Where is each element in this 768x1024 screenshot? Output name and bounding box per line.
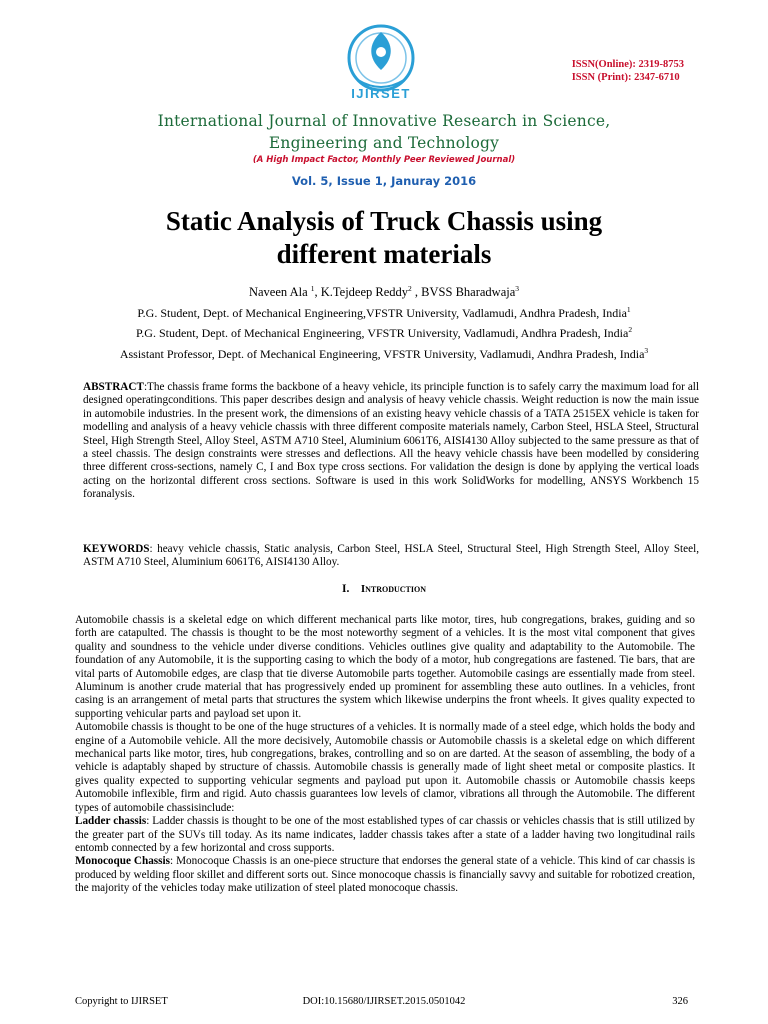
affiliation-sup: 1 (626, 305, 631, 314)
affiliation (0, 326, 768, 341)
volume-issue: Vol. 5, Issue 1, Januray 2016 (291, 174, 477, 188)
section-title: Introduction (360, 583, 427, 595)
keywords-text: : heavy vehicle chassis, Static analysis, Carbon Steel, HSLA Steel, Structural Steel, High Strength Steel, Alloy Steel, ASTM A710 Steel, Aluminium 6061T6, AISI4130 Alloy. (83, 543, 699, 569)
journal-subtitle: (A High Impact Factor, Monthly Peer Reviewed Journal) (252, 155, 516, 165)
journal-title-line1: International Journal of Innovative Research in Science, (157, 112, 611, 130)
section-number: I. (341, 583, 350, 595)
ladder-chassis-label: Ladder chassis (75, 815, 147, 828)
footer-page-number: 326 (672, 996, 688, 1007)
paper-title-line2: different materials (276, 239, 492, 269)
paper-title (60, 205, 708, 271)
ladder-chassis-paragraph (75, 815, 695, 855)
affiliation-text: Assistant Professor, Dept. of Mechanical Engineering, VFSTR University, Vadlamudi, Andhra Pradesh, India (119, 347, 645, 361)
intro-paragraph: Automobile chassis is a skeletal edge on which different mechanical parts like motor, tires, hub congregations, brakes, guiding and so forth are catapulted. The chassis is thought to be the most noteworthy segment of a vehicles. It is the most vital component that gives quality and soundness to the vehicle under diverse conditions. Vehicles outlines give quality and adaptability to the Automobile. The foundation of any Automobile, it is the supporting casing to which the body of a motor, hub congregations are fastened. Tie bars, that are vital parts of Automobile edges, are clasp that tie diverse Automobile parts together. Automobile casings are essentially made from steel. Aluminum is another crude material that has progressively ended up prominent for assembling these auto outlines. In a vehicles, front casing is an arrangement of metal parts that structures the system which likewise underpins the front wheels. It gives quality expected to supporting vehicular parts and payload set upon it. (75, 614, 695, 720)
section-heading (0, 583, 768, 595)
affiliation-text: P.G. Student, Dept. of Mechanical Engineering,VFSTR University, Vadlamudi, Andhra Pradesh, India (137, 306, 627, 320)
issn-online: ISSN(Online): 2319-8753 (571, 59, 684, 70)
issn-block (572, 58, 684, 84)
journal-logo (338, 18, 424, 110)
journal-title-line2: Engineering and Technology (268, 134, 500, 152)
abstract-text: :The chassis frame forms the backbone of a heavy vehicle, its principle function is to safely carry the maximum load for all designed operatingconditions. This paper describes design and analysis of heavy vehicle chassis. Weight reduction is now the main issue in automobile industries. In the present work, the dimensions of an existing heavy vehicle chassis of a TATA 2515EX vehicle is taken for modelling and analysis of a heavy vehicle chassis with three different composite materials namely, Carbon Steel, HSLA Steel, Structural Steel, High Strength Steel, Alloy Steel, ASTM A710 Steel, Aluminium 6061T6, AISI4130 Alloy subjected to the same pressure as that of a steel chassis. The design constraints were stresses and deflections. All the heavy vehicle chassis have been modelled by considering three different cross-sections, namely C, I and Box type cross sections. For validation the design is done by applying the vertical loads acting on the horizontal different cross sections. Software is used in this work SolidWorks for modelling, ANSYS Workbench 15 foranalysis. (83, 381, 699, 501)
abstract (83, 381, 699, 502)
author-sup: 3 (515, 283, 520, 293)
introduction-body (75, 614, 695, 896)
keywords (83, 543, 699, 570)
affiliation-text: P.G. Student, Dept. of Mechanical Engineering, VFSTR University, Vadlamudi, Andhra Pradesh, India (135, 326, 629, 340)
issn-print: ISSN (Print): 2347-6710 (571, 72, 680, 83)
footer-doi: DOI:10.15680/IJIRSET.2015.0501042 (302, 996, 466, 1007)
ladder-chassis-text: : Ladder chassis is thought to be one of the most established types of car chassis or vehicles chassis that is still utilized by the greater part of the SUVs till today. As its name indicates, ladder chassis takes after a state of a ladder having two longitudinal rails entomb connected by a few horizontal and cross supports. (75, 815, 695, 854)
footer-copyright: Copyright to IJIRSET (75, 996, 168, 1007)
intro-paragraph: Automobile chassis is thought to be one of the huge structures of a vehicles. It is normally made of a steel edge, which holds the body and engine of a Automobile vehicle. All the more decisively, Automobile chassis or Automobile chassis is a skeletal edge on which different mechanical parts like motor, tires, hub congregations, brakes, controlling and so on are darted. At the season of assembling, the body of a vehicle is adaptably shaped by structure of chassis. Automobile chassis is generally made of light sheet metal or composite plastics. It gives quality expected to supporting vehicular segments and payload put upon it. Automobile chassis or Automobile chassis keeps Automobile inflexible, firm and rigid. Auto chassis guarantees low levels of clamor, vibrations all through the Automobile. The different types of automobile chassisinclude: (75, 721, 695, 814)
affiliation (0, 306, 768, 321)
keywords-label: KEYWORDS (83, 543, 150, 555)
journal-title (0, 110, 768, 154)
monocoque-chassis-text: : Monocoque Chassis is an one-piece structure that endorses the general state of a vehicle. This kind of car chassis is produced by welding floor skillet and different sorts out. Since monocoque chassis is financially savvy and suitable for robotized creation, the majority of the vehicles today make utilization of steel plated monocoque chassis. (75, 855, 695, 895)
monocoque-chassis-paragraph (75, 855, 695, 895)
affiliation (0, 347, 768, 362)
author-list (0, 285, 768, 300)
paper-title-line1: Static Analysis of Truck Chassis using (165, 206, 603, 236)
author-sup: 1 (310, 283, 315, 293)
monocoque-chassis-label: Monocoque Chassis (75, 855, 170, 868)
affiliation-sup: 2 (628, 325, 633, 334)
author-name: , BVSS Bharadwaja (411, 285, 516, 299)
author-name: , K.Tejdeep Reddy (314, 285, 409, 299)
logo-text: IJIRSET (351, 86, 411, 101)
author-name: Naveen Ala (248, 285, 311, 299)
abstract-label: ABSTRACT (83, 381, 144, 393)
affiliation-sup: 3 (644, 346, 649, 355)
author-sup: 2 (408, 283, 412, 293)
